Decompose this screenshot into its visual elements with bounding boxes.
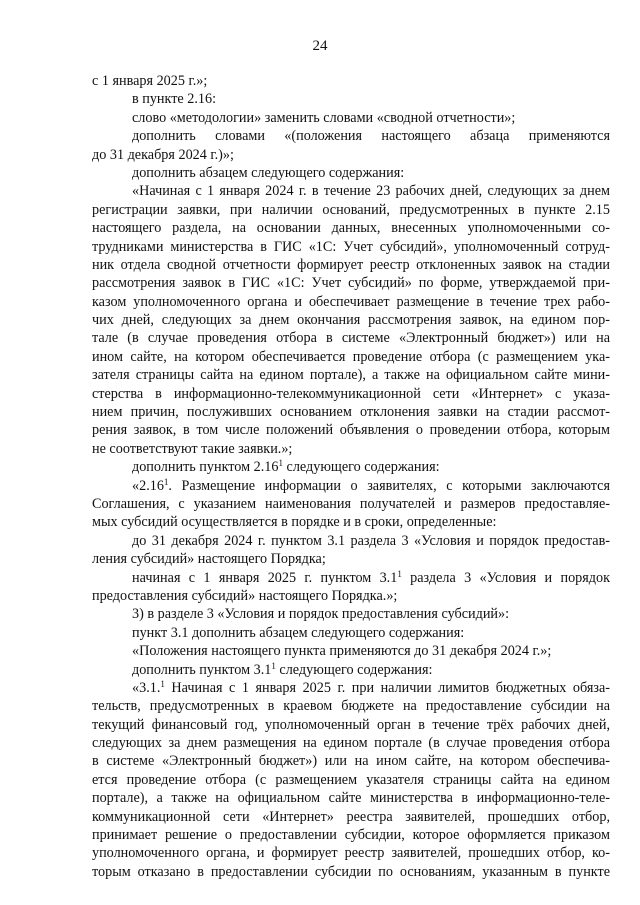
text-line-main: торым отказано в предоставлении субсидии по основаниям, указанным в пункте (92, 863, 610, 880)
text-line-main: не соответствуют такие заявки.»; (92, 440, 293, 457)
text-line-main: ином сайте, на котором обеспечивается проведение отбора (с размещением ука- (92, 348, 610, 365)
text-line (92, 661, 610, 679)
text-line-main: тале (в случае проведения отбора в системе «Электронный бюджет») или на (92, 330, 610, 347)
text-line-main: в пункте 2.16: (132, 91, 217, 108)
text-line (92, 679, 610, 697)
text-line-main: чих дней, следующих за днем окончания рассмотрения заявок, на едином пор- (92, 312, 610, 329)
text-line (92, 477, 610, 495)
text-line (92, 624, 610, 642)
text-line (92, 458, 610, 476)
superscript-index: 1 (160, 678, 165, 689)
text-line (92, 771, 610, 789)
text-line (92, 256, 610, 274)
text-line (92, 863, 610, 881)
page-number: 24 (312, 38, 328, 54)
text-line (92, 752, 610, 770)
document-body (92, 72, 610, 881)
text-line (92, 697, 610, 715)
text-line-continuation: раздела 3 «Условия и порядок (401, 569, 610, 586)
text-line (92, 109, 610, 127)
text-line-main: «3.1. (132, 679, 161, 696)
text-line-main: принимает решение о предоставлении субсидии, которое оформляется приказом (92, 827, 610, 844)
text-line-main: трудниками министерства в ГИС «1С: Учет субсидий», уполномоченный сотруд- (92, 238, 610, 255)
text-line-main: нием причин, послуживших основанием отклонения заявки на стадии рассмот- (92, 404, 610, 421)
text-line (92, 826, 610, 844)
text-line (92, 219, 610, 237)
text-line-main: в системе «Электронный бюджет») или на ином сайте, на котором обеспечива- (92, 753, 610, 770)
text-line (92, 385, 610, 403)
superscript-index: 1 (271, 660, 276, 671)
text-line-main: «Начиная с 1 января 2024 г. в течение 23 рабочих дней, следующих за днем (132, 183, 610, 200)
text-line-main: казом уполномоченного органа и обеспечивает размещение в течение трех рабо- (92, 293, 610, 310)
text-line-main: коммуникационной сети «Интернет» реестра заявителей, прошедших отбор, (92, 808, 610, 825)
text-line-main: уполномоченного органа, и формирует реестр заявителей, прошедших отбор, ко- (92, 845, 610, 862)
superscript-index: 1 (163, 476, 169, 487)
text-line (92, 274, 610, 292)
text-line (92, 72, 610, 90)
text-line (92, 569, 610, 587)
text-line-main: начиная с 1 января 2025 г. пунктом 3.1 (132, 569, 398, 586)
text-line-main: мых субсидий осуществляется в порядке и в сроки, определенные: (92, 514, 497, 531)
text-line-main: слово «методологии» заменить словами «сводной отчетности»; (132, 109, 516, 126)
text-line (92, 550, 610, 568)
text-line (92, 844, 610, 862)
text-line (92, 182, 610, 200)
text-line (92, 532, 610, 550)
text-line (92, 127, 610, 145)
text-line (92, 348, 610, 366)
text-line (92, 513, 610, 531)
text-line-main: «Положения настоящего пункта применяются до 31 декабря 2024 г.»; (132, 643, 552, 660)
text-line (92, 605, 610, 623)
text-line (92, 587, 610, 605)
text-line (92, 201, 610, 219)
text-line-main: настоящего раздела, на основании данных, внесенных уполномоченными со- (92, 220, 610, 237)
text-line (92, 238, 610, 256)
text-line-main: следующих за днем размещения на едином портале (в случае проведения отбора (92, 735, 610, 752)
text-line-continuation: Начиная с 1 января 2025 г. при наличии лимитов бюджетных обяза- (164, 679, 610, 696)
text-line-main: ется проведение отбора (с размещением указателя страницы сайта на едином (92, 771, 610, 788)
text-line-main: до 31 декабря 2024 г.)»; (92, 146, 234, 163)
text-line-main: с 1 января 2025 г.»; (92, 73, 208, 89)
text-line-main: дополнить пунктом 3.1 (132, 661, 272, 678)
text-line-main: дополнить словами «(положения настоящего абзаца применяются (132, 128, 610, 145)
text-line (92, 421, 610, 439)
text-line (92, 716, 610, 734)
text-line (92, 90, 610, 108)
text-line-main: рассмотрения заявок в ГИС «1С: Учет субсидий» по форме, утверждаемой при- (92, 275, 610, 292)
text-line-main: ления субсидий» настоящего Порядка; (92, 551, 326, 568)
superscript-index: 1 (397, 568, 402, 579)
text-line-main: тельств, предусмотренных в краевом бюджете на предоставление субсидии на (92, 698, 610, 715)
text-line-main: «2.16 (132, 477, 164, 494)
text-line-continuation: следующего содержания: (282, 459, 440, 476)
text-line (92, 146, 610, 164)
text-line (92, 366, 610, 384)
text-line (92, 329, 610, 347)
text-line-main: предоставления субсидий» настоящего Порядка.»; (92, 587, 398, 604)
text-line-main: регистрации заявки, при наличии оснований, предусмотренных в пункте 2.15 (92, 201, 610, 218)
text-line-main: Соглашения, с указанием наименования получателей и размеров предоставляе- (92, 495, 610, 512)
text-line-main: дополнить абзацем следующего содержания: (132, 164, 405, 181)
text-line (92, 164, 610, 182)
text-line (92, 789, 610, 807)
text-line (92, 293, 610, 311)
text-line-main: стерства в информационно-телекоммуникационной сети «Интернет» с указа- (92, 385, 610, 402)
text-line (92, 495, 610, 513)
superscript-index: 1 (278, 458, 283, 469)
text-line-main: пункт 3.1 дополнить абзацем следующего содержания: (132, 624, 465, 641)
text-line (92, 642, 610, 660)
text-line-main: дополнить пунктом 2.16 (132, 459, 279, 476)
text-line-main: до 31 декабря 2024 г. пунктом 3.1 раздела 3 «Условия и порядок предостав- (132, 532, 610, 549)
text-line (92, 734, 610, 752)
text-line-main: портале), а также на официальном сайте министерства в информационно-теле- (92, 790, 610, 807)
text-line-main: ник отдела сводной отчетности формирует реестр отклоненных заявок на стадии (92, 256, 610, 273)
text-line-main: текущий финансовый год, уполномоченный орган в течение трёх рабочих дней, (92, 716, 610, 733)
text-line (92, 808, 610, 826)
text-line (92, 440, 610, 458)
text-line (92, 403, 610, 421)
text-line-main: рения заявок, в том числе положений объявления о проведении отбора, которым (92, 422, 610, 439)
text-line-continuation: . Размещение информации о заявителях, с которыми заключаются (168, 477, 610, 494)
text-line-main: зателя страницы сайта на едином портале), а также на официальном сайте мини- (92, 367, 610, 384)
text-line (92, 311, 610, 329)
text-line-main: 3) в разделе 3 «Условия и порядок предоставления субсидий»: (132, 606, 510, 623)
text-line-continuation: следующего содержания: (275, 661, 433, 678)
